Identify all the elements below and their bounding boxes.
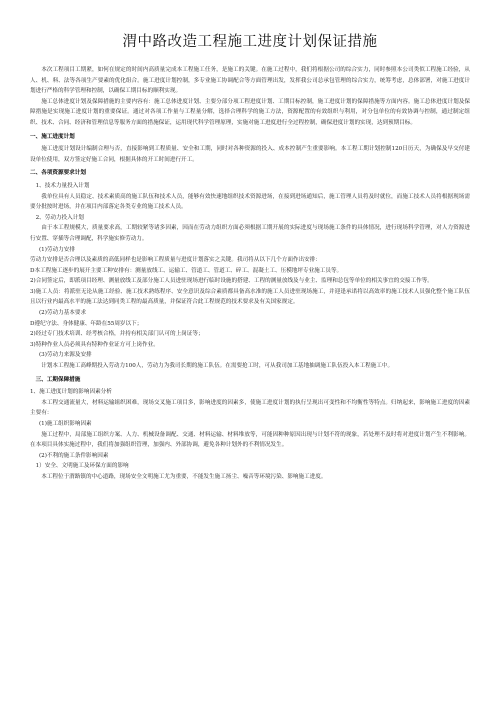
paragraph: D本工程施工逐步的展开主要工种安排有：测量放线工、运输工、管道工、管道工、碎工、混凝土工、压模地坪专业施工员等。: [30, 267, 343, 274]
subheading: 2、劳动力投入计划: [35, 214, 84, 221]
section-heading: 二、各项资源要求计划: [30, 170, 86, 177]
paragraph: 我单位具有人员稳定、技术素质高的施工队伍和技术人员，能够有效快速地组织技术资源进场，在接到进场通知后，施工管理人员将及时就位，而施工技术人员将根据现场需要分批按时进场，并在项目内部落定各类专业的施工技术人员。: [30, 193, 470, 211]
subheading: (3)劳动力来源及安排: [38, 352, 92, 359]
paragraph: 本工程位于渭路镇的中心道路，现场安全文明施工尤为重要，不能发生施工扬尘、噪音等环境污染、影响施工进度。: [41, 473, 327, 480]
paragraph: 施工进度计划设计编制合理与否，直接影响到工程质量、安全和工期，同时对各种资源的投入、成本控制产生重要影响。本工程工期计划控制120日历天，为确保及早交付建设单位使用，双方签定好施工合同，根据具体的开工时间进行开工。: [30, 146, 470, 163]
subheading: 1）安全、文明施工及环保方面的影响: [35, 463, 129, 470]
paragraph: 由于本工程规模大，质量要求高，工期较紧等诸多因素，因而在劳动力组织方面必须根据工期开展的实际进度与现场施工条件的具体情况，进行现场科学管理，对人力资源进行安置、穿插等合理调配，科学施实修劳动力。: [30, 225, 470, 242]
section-heading: 三、工期保障措施: [35, 376, 81, 383]
paragraph: 施工过程中，局部施工组织方案、人力、机械设备调配、交通、材料运输、材料堆放等，可能因种种原因出现与计划不符的现象，若处理不及时将对进度计划产生不利影响。在本项目具体实施过程中，我们将加强组织管理，加强内、外部协调，避免各种计划外的不利情况发生。: [30, 431, 470, 449]
subheading: (1)劳动力安排: [38, 246, 75, 253]
paragraph: 2)合同签定后，即派项目经理、测量放线工及部分施工人员进驻现场进行临时设施的搭建、工程的测量放线及与业主、监理和总包等单位的相关事宜的交接工作等。: [30, 278, 433, 285]
document-title: 渭中路改造工程施工进度计划保证措施: [122, 34, 378, 50]
paragraph: D遵纪守法、身体健康、年龄在55周岁以下；: [30, 320, 143, 327]
paragraph: 1、施工进度计划的影响因素分析: [30, 389, 112, 396]
paragraph: 劳动力安排是否合理以及素质的高低同样也是影响工程质量与进度计划落实之关键。我司将从以下几个方面作出安排：: [30, 257, 321, 264]
subheading: (1)施工组织影响因素: [38, 421, 92, 427]
paragraph: 施工总体进度计划及保障措施的主要内容有：施工总体进度计划、主要分部分项工程进度计划、工期目标控制，施工进度计划的保障措施等方面内容。施工总体进度计划及保障措施是实现施工进度计划的重要保证。通过对各项工作量与工程量分解，选择合理科学的施工方法，资源配置的有效组织与利用，对分包单位的有效协调与控制，通过制定组织、技术、合同、经济和管理信息等服务方面的措施保证，运用现代科学管理原理，实施对施工进度进行全过程控制，确保进度计划的实现，达到预期目标。: [30, 98, 470, 126]
paragraph: 3)施工人员：将派驻无论从施工经验、施工技术熟练程序、安全意识及综合素质都具备高水准的施工人员进驻现场施工，并迎逢承诺将以高效率的施工技术人员强化整个施工队伍且以行业内最高水平的施工法达到同类工程的最高质量，并保证符合此工程规范的技术要求及有关国家规定。: [30, 288, 470, 306]
paragraph: 计划本工程施工高峰期投入劳动力100人，劳动力为我司长期的施工队伍。在需要抢工时，可从我司加工基地抽调施工队伍投入本工程施工中。: [41, 363, 394, 370]
subheading: (2)不利的施工条件影响因素: [38, 452, 109, 459]
paragraph: 本工程交通流量大，材料运输組织困难，现场交叉施工项目多，影响进度的因素多，使施工进度计划的执行呈现出可变性和不均衡性等特点。归纳起来，影响施工进度的因素主要有：: [30, 399, 470, 417]
subheading: 1、技术力量投入计划: [35, 182, 90, 189]
subheading: (2)劳动力基本要求: [38, 310, 87, 317]
paragraph: 2)经过专门技术培训、经考核合格，并持有相关部门认可的上岗证等；: [30, 331, 204, 338]
document-body: [30, 65, 470, 483]
paragraph: 3)特种作业人员必须具有特种作业证方可上岗作业。: [30, 341, 159, 348]
paragraph: 本次工程项目工期紧，如何在规定的时间内高质量完成本工程施工任务，是施工的关键。在施工过程中，我们将根据公司的综合实力，同时参照本公司类似工程施工经验，从人、机、料、法等各项生产要素的优化组合。施工进度计划控制，多专业施工协调配合等方面管理出发，发挥我公司总承包管理的综合实力，统筹考虑，总体部署，对施工进度计划进行严格的科学管理和控制，以确保工期目标的顺利实现。: [30, 67, 470, 95]
section-heading: 一、施工进度计划: [30, 133, 75, 140]
